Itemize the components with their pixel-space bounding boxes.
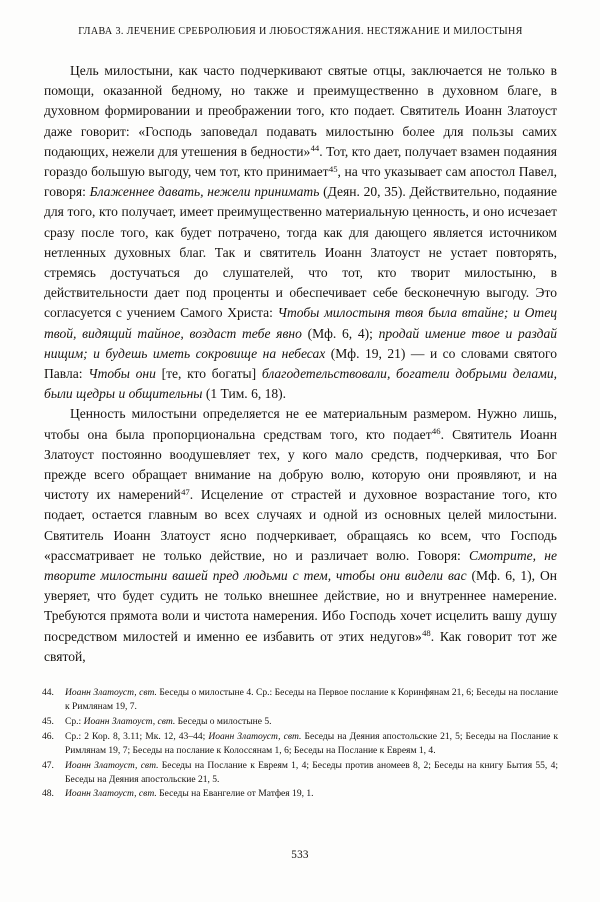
footnote-author: Иоанн Златоуст, свт.: [65, 687, 157, 698]
footnote-item: [42, 759, 558, 787]
footnote-author: Иоанн Златоуст, свт.: [208, 730, 302, 742]
footnote-number: 45.: [42, 715, 54, 727]
scripture-quote-1tim-6-18-part2: благодетельствовали, богатели добрыми делами, были щедры и общительны: [44, 366, 557, 402]
p1-segment-4: (Деян. 20, 35). Действительно, подаяние для того, кто получает, имеет преимущественно материальную ценность, и оно исчезает сразу после того, как будет потрачено, тогда как для дающего является источником нетленных духовных благ. Так и святитель Иоанн Златоуст не устает повторять, стремясь достучаться до слушателей, что тот, кто творит милостыню, в действительности дает под проценты и обеспечивает себе бесконечную выгоду. Это согласуется с учением Самого Христа:: [44, 184, 557, 321]
p1-segment-2: . Тот, кто дает, получает взамен подаяния гораздо большую выгоду, чем тот, кто принимает: [44, 143, 557, 180]
p2-segment-2: . Святитель Иоанн Златоуст постоянно воодушевляет тех, у кого мало средств, подчеркивая, что Бог прежде всего обращает внимание на добрую волю, которую они проявляют, и на чистоту их намерений: [44, 426, 557, 503]
footnote-text: Беседы на Послание к Евреям 1, 4; Беседы против аномеев 8, 2; Беседы на книгу Бытия 55, 4; Беседы на Деяния апостольские 21, 5.: [65, 759, 559, 785]
footnote-text: Беседы на Евангелие от Матфея 19, 1.: [156, 788, 314, 800]
footnote-text: Беседы о милостыне 4. Ср.: Беседы на Первое послание к Коринфянам 21, 6; Беседы на послание к Римлянам 19, 7.: [65, 687, 558, 713]
footnote-text: Беседы о милостыне 5.: [175, 715, 272, 727]
p1-segment-3: , на что указывает сам апостол Павел, говоря:: [44, 164, 557, 200]
footnote-author: Иоанн Златоуст, свт.: [65, 788, 157, 800]
footnote-author: Иоанн Златоуст, свт.: [65, 759, 159, 771]
paragraph-2: [44, 404, 557, 667]
footnote-marker-46[interactable]: 46: [431, 426, 441, 437]
footnote-text: Беседы на Деяния апостольские 21, 5; Беседы на Послание к Римлянам 19, 7; Беседы на послание к Колоссянам 1, 6; Беседы на Послание к Евреям 1, 4.: [65, 730, 558, 756]
p1-segment-6: (Мф. 19, 21) — и со словами святого Павла:: [44, 345, 557, 382]
scripture-quote-matt-6-4: Чтобы милостыня твоя была втайне; и Отец твой, видящий тайное, воздаст тебе явно: [44, 305, 557, 341]
p1-segment-5: (Мф. 6, 4);: [301, 325, 379, 341]
page-number: 533: [291, 849, 309, 861]
scripture-quote-1tim-6-18-part1: Чтобы они: [88, 366, 156, 382]
p1-segment-8: (1 Тим. 6, 18).: [202, 386, 287, 402]
running-head: ГЛАВА 3. ЛЕЧЕНИЕ СРЕБРОЛЮБИЯ И ЛЮБОСТЯЖАНИЯ. НЕСТЯЖАНИЕ И МИЛОСТЫНЯ: [78, 26, 523, 37]
footnote-number: 44.: [42, 687, 54, 698]
footnote-author: Иоанн Златоуст, свт.: [83, 715, 176, 727]
footnote-prefix: Ср.: 2 Кор. 8, 3.11; Мк. 12, 43–44;: [65, 730, 209, 742]
footnote-item: [42, 787, 558, 801]
footnote-number: 48.: [42, 788, 54, 800]
footnote-item: [42, 730, 558, 758]
footnote-marker-48[interactable]: 48: [422, 628, 431, 639]
p1-segment-1: Цель милостыни, как часто подчеркивают святые отцы, заключается не только в помощи, оказанной бедному, но также и преимущественно в духовном благе, в духовном формировании и преображении того, кто подает. Святитель Иоанн Златоуст даже говорит: «Господь заповедал подавать милостыню более для пользы самих подающих, нежели для утешения в бедности»: [44, 63, 557, 159]
p2-segment-5: . Как говорит тот же святой,: [44, 628, 557, 664]
p2-segment-3: . Исцеление от страстей и духовное возрастание того, кто подает, остается главным во всех случаях и одной из основных целей милостыни. Святитель Иоанн Златоуст ясно подчеркивает, обращаясь ко всем, что Господь «рассматривает не только действие, но и различает волю. Говоря:: [44, 487, 557, 563]
scripture-quote-matt-6-1: Смотрите, не творите милостыни вашей пред людьми с тем, чтобы они видели вас: [44, 547, 557, 584]
footnote-marker-45[interactable]: 45: [328, 163, 338, 174]
p2-segment-4: (Мф. 6, 1), Он уверяет, что будет судить не только внешнее действие, но и внутреннее намерение. Требуются прямота воли и чистота намерения. Ибо Господь хочет исцелить вашу душу посредством милостей и именно ее избавить от этих недугов»: [44, 568, 557, 644]
scripture-quote-acts-20-35: Блаженнее давать, нежели принимать: [89, 184, 320, 200]
footnote-item: [42, 715, 558, 729]
footnote-item: [42, 686, 558, 714]
footnote-number: 47.: [42, 759, 54, 771]
footnote-prefix: Ср.:: [65, 715, 84, 727]
scripture-quote-matt-19-21: продай имение твое и раздай нищим; и будешь иметь сокровище на небесах: [44, 325, 558, 361]
body-text: [44, 61, 557, 667]
footnote-marker-47[interactable]: 47: [181, 486, 190, 497]
footnote-list: [42, 686, 558, 802]
footnote-marker-44[interactable]: 44: [310, 143, 320, 154]
footnote-number: 46.: [42, 730, 54, 742]
p1-segment-7: [те, кто богаты]: [155, 366, 262, 382]
p2-segment-1: Ценность милостыни определяется не ее материальным размером. Нужно лишь, чтобы она была пропорциональна средствам того, кто подает: [44, 406, 557, 442]
paragraph-1: [44, 61, 557, 404]
